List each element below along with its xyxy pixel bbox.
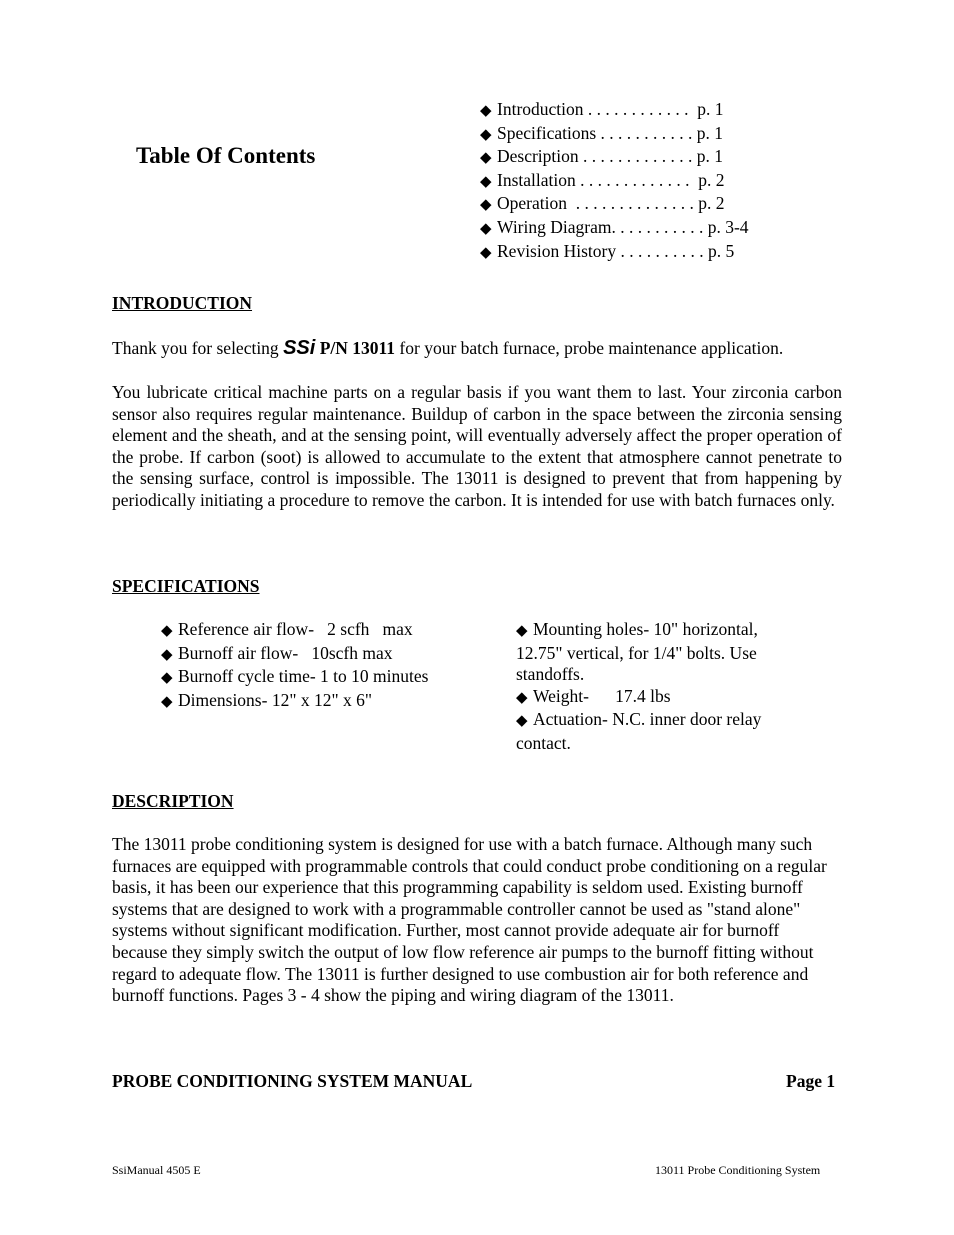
toc-item-introduction[interactable]: ◆ Introduction . . . . . . . . . . . . p. 1 xyxy=(480,99,749,123)
diamond-bullet-icon: ◆ xyxy=(480,220,492,237)
toc-item-description[interactable]: ◆ Description . . . . . . . . . . . . . p. 1 xyxy=(480,146,749,170)
list-item: ◆ Actuation- N.C. inner door relay contact. xyxy=(516,709,762,753)
toc-item-specifications[interactable]: ◆ Specifications . . . . . . . . . . . p. 1 xyxy=(480,123,749,147)
list-item: ◆ Dimensions- 12" x 12" x 6" xyxy=(161,690,428,714)
introduction-thanks: Thank you for selecting SSi P/N 13011 for your batch furnace, probe maintenance application. xyxy=(112,337,784,359)
ssi-brand: SSi xyxy=(283,337,316,359)
diamond-bullet-icon: ◆ xyxy=(480,244,492,261)
diamond-bullet-icon: ◆ xyxy=(516,689,528,706)
specifications-right-list xyxy=(516,619,791,755)
diamond-bullet-icon: ◆ xyxy=(480,197,492,214)
diamond-bullet-icon: ◆ xyxy=(161,693,173,710)
page-number: Page 1 xyxy=(786,1071,836,1091)
list-item: ◆ Mounting holes- 10" horizontal, 12.75" vertical, for 1/4" bolts. Use standoffs. xyxy=(516,619,758,685)
list-item: ◆ Reference air flow- 2 scfh max xyxy=(161,619,428,643)
product-name: 13011 Probe Conditioning System xyxy=(655,1163,821,1177)
diamond-bullet-icon: ◆ xyxy=(480,103,492,119)
specifications-left-list xyxy=(161,619,428,713)
toc-item-wiring-diagram[interactable]: ◆ Wiring Diagram. . . . . . . . . . . p. 3-4 xyxy=(480,217,749,241)
doc-id: SsiManual 4505 E xyxy=(112,1163,201,1177)
manual-title: PROBE CONDITIONING SYSTEM MANUAL xyxy=(112,1071,473,1091)
diamond-bullet-icon: ◆ xyxy=(516,623,528,639)
introduction-body: You lubricate critical machine parts on a regular basis if you want them to last. Your zirconia carbon sensor also requires regular maintenance. Buildup of carbon in the space between the zirconia sensing element and the sheath, and at the sensing point, will eventually adversely affect the proper operation of the probe. If carbon (soot) is allowed to accumulate to the extent that atmosphere cannot penetrate to the sensing surface, control is impossible. The 13011 is designed to prevent that from happening by periodically initiating a procedure to remove the carbon. It is intended for use with batch furnaces only. xyxy=(112,382,842,510)
diamond-bullet-icon: ◆ xyxy=(161,623,173,639)
diamond-bullet-icon: ◆ xyxy=(516,713,528,730)
introduction-heading: INTRODUCTION xyxy=(112,293,253,313)
toc-item-operation[interactable]: ◆ Operation . . . . . . . . . . . . . . p. 2 xyxy=(480,193,749,217)
diamond-bullet-icon: ◆ xyxy=(480,126,492,143)
toc-title: Table Of Contents xyxy=(136,143,316,168)
diamond-bullet-icon: ◆ xyxy=(480,150,492,167)
toc-item-revision-history[interactable]: ◆ Revision History . . . . . . . . . . p. 5 xyxy=(480,241,749,265)
table-of-contents xyxy=(480,99,749,264)
part-number: P/N 13011 xyxy=(315,338,396,358)
list-item: ◆ Burnoff cycle time- 1 to 10 minutes xyxy=(161,666,428,690)
description-heading: DESCRIPTION xyxy=(112,791,234,811)
diamond-bullet-icon: ◆ xyxy=(161,646,173,663)
toc-item-installation[interactable]: ◆ Installation . . . . . . . . . . . . . p. 2 xyxy=(480,170,749,194)
list-item: ◆ Burnoff air flow- 10scfh max xyxy=(161,643,428,667)
list-item: ◆ Weight- 17.4 lbs xyxy=(516,686,791,710)
diamond-bullet-icon: ◆ xyxy=(161,670,173,687)
specifications-heading: SPECIFICATIONS xyxy=(112,576,260,596)
description-body: The 13011 probe conditioning system is designed for use with a batch furnace. Although many such furnaces are equipped with programmable controls that could conduct probe conditioning on a regular basis, it has been our experience that this programming capability is seldom used. Existing burnoff systems that are designed to work with a programmable controller cannot be used as "stand alone" systems without significant modification. Further, most cannot provide adequate air for burnoff because they simply switch the output of low flow reference air pumps to the burnoff fitting without regard to adequate flow. The 13011 is further designed to use combustion air for both reference and burnoff functions. Pages 3 - 4 show the piping and wiring diagram of the 13011. xyxy=(112,834,827,1006)
diamond-bullet-icon: ◆ xyxy=(480,173,492,190)
